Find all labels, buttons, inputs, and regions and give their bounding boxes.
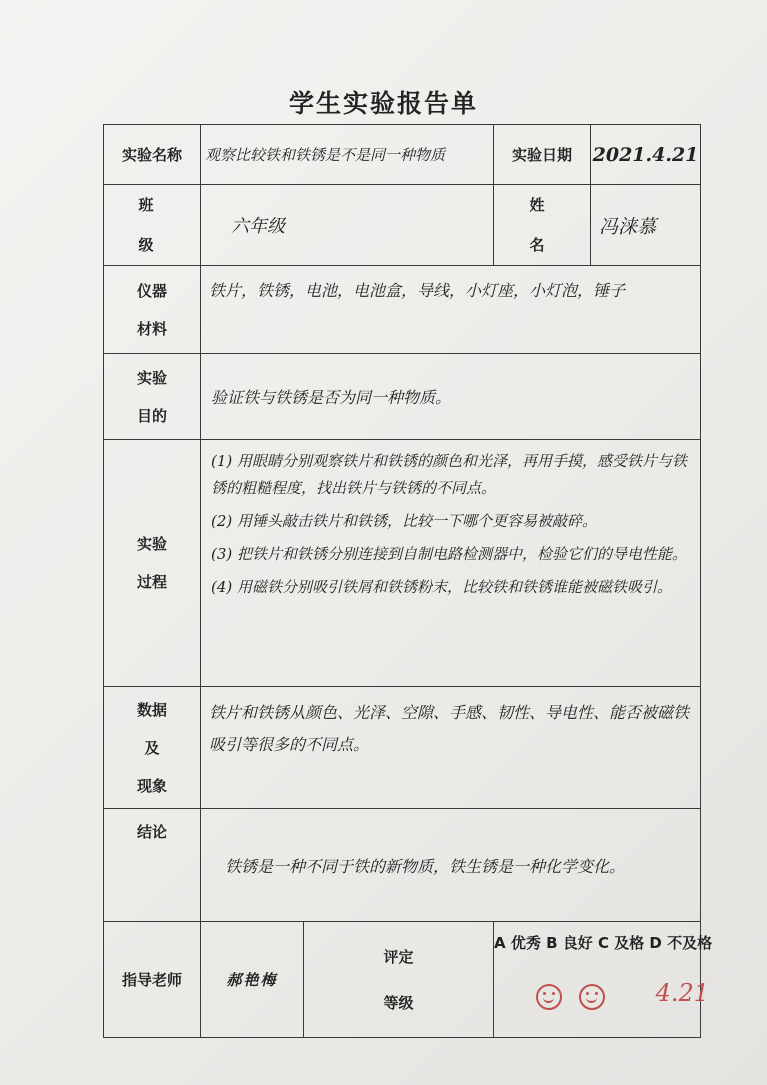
row-experiment-name	[104, 125, 701, 185]
smiley-face-icon	[579, 984, 605, 1010]
row-data	[104, 687, 701, 809]
experiment-date-value: 2021.4.21	[591, 125, 701, 185]
grade-date: 4.21	[655, 979, 710, 1007]
purpose-label	[104, 354, 201, 440]
row-equipment	[104, 266, 701, 354]
conclusion-label: 结论	[104, 809, 201, 922]
grade-label-line-1: 评定	[383, 947, 414, 966]
process-step-1: (1) 用眼睛分别观察铁片和铁锈的颜色和光泽，再用手摸，感受铁片与铁锈的粗糙程度，找出铁片与铁锈的不同点。	[211, 452, 688, 497]
experiment-date-label: 实验日期	[494, 125, 591, 185]
experiment-name-value: 观察比较铁和铁锈是不是同一种物质	[201, 125, 494, 185]
data-label-line-2: 及	[144, 738, 160, 757]
class-label: 班级	[104, 185, 201, 266]
row-conclusion	[104, 809, 701, 922]
grade-marks	[494, 979, 710, 1010]
name-label: 姓名	[494, 185, 591, 266]
conclusion-value: 铁锈是一种不同于铁的新物质，铁生锈是一种化学变化。	[201, 809, 701, 922]
purpose-label-line-2: 目的	[136, 406, 167, 425]
row-class-name	[104, 185, 701, 266]
smiley-face-icon	[536, 984, 562, 1010]
process-label-line-2: 过程	[136, 573, 167, 591]
data-label	[104, 687, 201, 809]
row-process	[104, 440, 701, 687]
equipment-label	[104, 266, 201, 354]
process-step-4: (4) 用磁铁分别吸引铁屑和铁锈粉末，比较铁和铁锈谁能被磁铁吸引。	[211, 578, 673, 596]
equipment-label-line-1: 仪器	[136, 281, 167, 300]
process-steps	[201, 440, 701, 687]
report-form	[103, 124, 713, 1038]
process-step-2: (2) 用锤头敲击铁片和铁锈，比较一下哪个更容易被敲碎。	[211, 512, 598, 530]
page-title: 学生实验报告单	[288, 89, 478, 118]
experiment-name-label: 实验名称	[104, 125, 201, 185]
grade-label	[304, 922, 494, 1038]
data-label-line-1: 数据	[136, 700, 167, 719]
grade-options: A 优秀 B 良好 C 及格 D 不及格	[494, 934, 713, 952]
purpose-label-line-1: 实验	[136, 368, 167, 387]
row-purpose	[104, 354, 701, 440]
process-label	[104, 440, 201, 687]
teacher-label: 指导老师	[104, 922, 201, 1038]
grade-area	[494, 922, 713, 1038]
purpose-value: 验证铁与铁锈是否为同一种物质。	[201, 354, 701, 440]
name-value: 冯涞慕	[591, 185, 701, 266]
class-value: 六年级	[201, 185, 494, 266]
teacher-signature: 郝艳梅	[201, 922, 304, 1038]
row-teacher-grade	[104, 922, 701, 1038]
equipment-label-line-2: 材料	[136, 319, 167, 338]
data-value: 铁片和铁锈从颜色、光泽、空隙、手感、韧性、导电性、能否被磁铁吸引等很多的不同点。	[201, 687, 701, 809]
data-label-line-3: 现象	[136, 776, 167, 795]
process-step-3: (3) 把铁片和铁锈分别连接到自制电路检测器中，检验它们的导电性能。	[211, 545, 688, 563]
process-label-line-1: 实验	[136, 535, 167, 553]
equipment-value: 铁片，铁锈，电池，电池盒，导线，小灯座，小灯泡，锤子	[201, 266, 701, 354]
grade-label-line-2: 等级	[383, 993, 414, 1012]
